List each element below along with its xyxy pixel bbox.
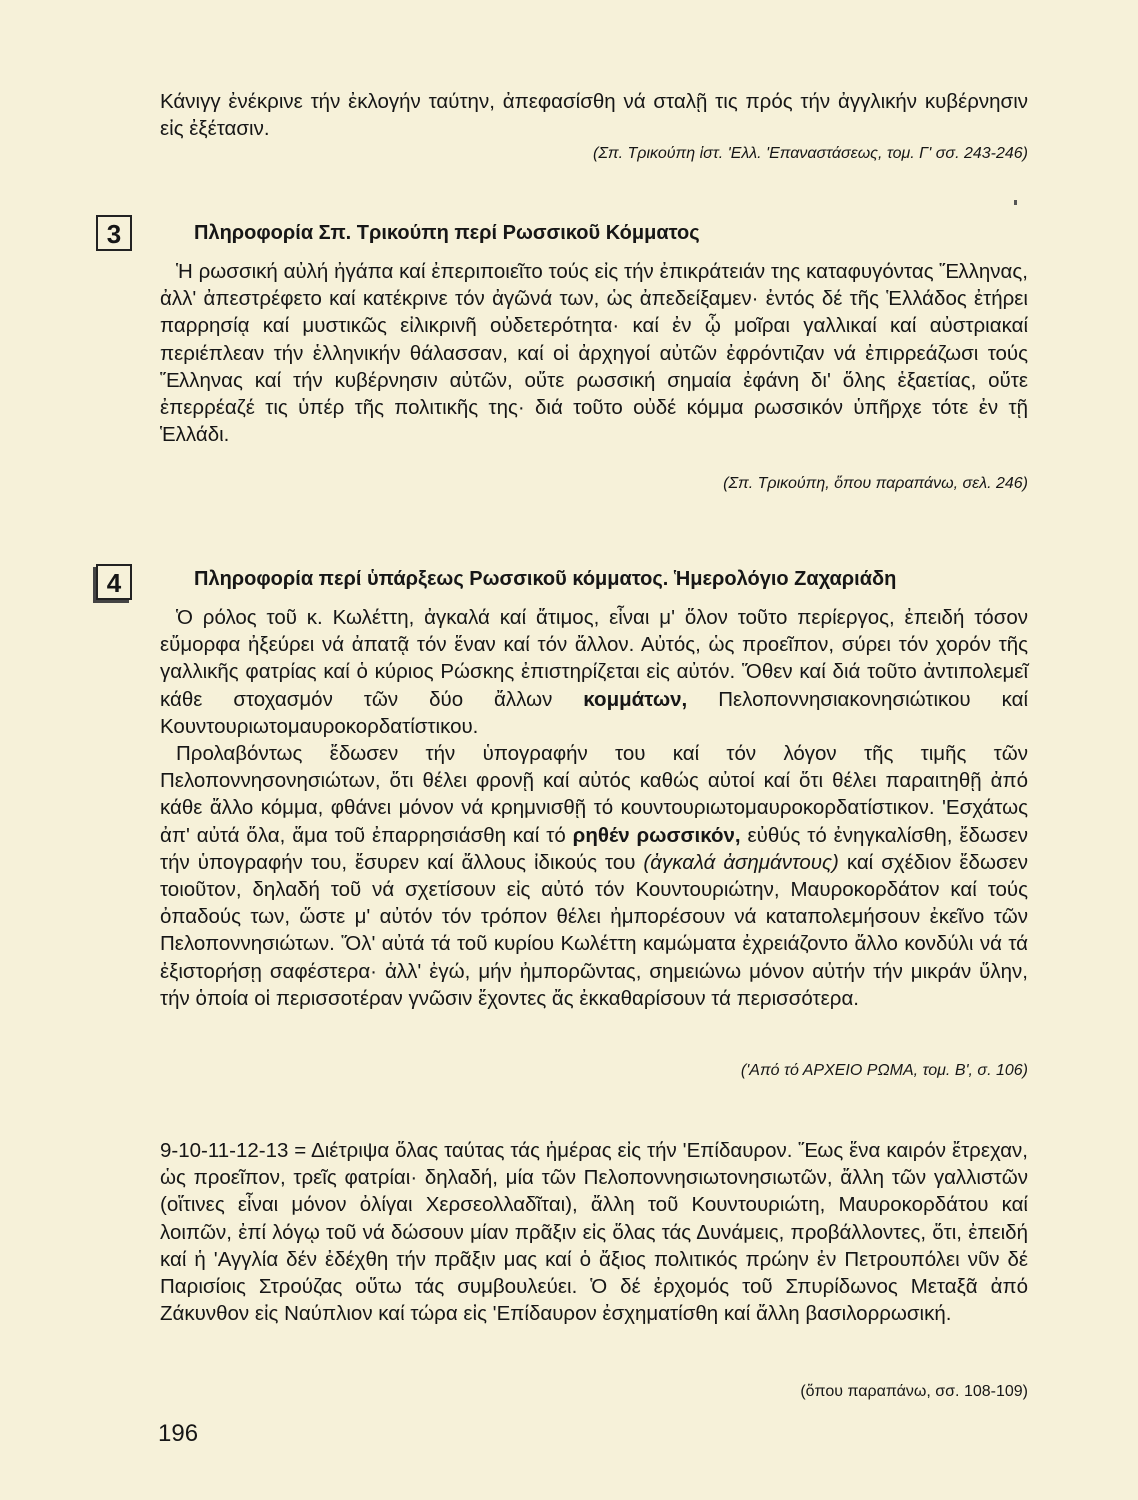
section-3-paragraph: Ἡ ρωσσική αὐλή ἠγάπα καί ἐπεριποιεῖτο τούς εἰς τήν ἐπικράτειάν της καταφυγόντας Ἕλληνας, ἀλλ' ἀπεστρέφετο καί κατέκρινε τόν ἀγῶνά των, ὡς ἀπεδείξαμεν· ἐντός δέ τῆς Ἑλλάδος ἐτήρει παρρησίᾳ καί μυστικῶς εἰλικρινῆ οὐδετερότητα· καί ἐν ᾧ μοῖραι γαλλικαί καί αὐστριακαί περιέπλεαν τήν ἑλληνικήν θάλασσαν, καί οἱ ἀρχηγοί αὐτῶν ἐφρόντιζαν νά ἐπιρρεάζωσι τούς Ἕλληνας καί τήν κυβέρνησιν αὐτῶν, οὔτε ρωσσική σημαία ἐφάνη δι' ὅλης ἑξαετίας, οὔτε ἐπερρέαζέ τις ὑπέρ τῆς πολιτικῆς της· διά τοῦτο οὐδέ κόμμα ρωσσικόν ὑπῆρχε τότε ἐν τῇ Ἑλλάδι. — [160, 260, 1028, 447]
speck-mark — [1014, 200, 1017, 205]
bold-term: κομμάτων, — [583, 687, 688, 711]
section-4-paragraph-2: Προλαβόντως ἔδωσεν τήν ὑπογραφήν του καί τόν λόγον τῆς τιμῆς τῶν Πελοποννησονησιώτων, ὅτι θέλει φρονῇ καί αὐτός καθώς αὐτοί καί ὅτι θέλει παραιτηθῇ ἀπό κάθε ἄλλο κόμμα, φθάνει μόνον νά κρημνισθῇ τό κουντουριωτομαυροκορδατίστικον. 'Εσχάτως ἀπ' αὐτά ὅλα, ἅμα τοῦ ἐπαρρησιάσθη καί τό ρηθέν ρωσσικόν, εὐθύς τό ἐνηγκαλίσθη, ἔδωσεν τήν ὑπογραφήν του, ἔσυρεν καί ἄλλους ἰδικούς του (ἀγκαλά ἀσημάντους) καί σχέδιον ἔδωσεν τοιοῦτον, δηλαδή τοῦ νά σχετίσουν εἰς αὐτό τόν Κουντουριώτην, Μαυροκορδάτον καί τούς ὀπαδούς των, ὥστε μ' αὐτόν τόν τρόπον θέλει ἠμπορέσουν νά καταπολεμήσουν ἐκεῖνο τῶν Πελοποννησιώτων. Ὅλ' αὐτά τά τοῦ κυρίου Κωλέττη καμώματα ἐχρειάζοντο ἄλλο κονδύλι νά τά ἐξιστορήσῃ σαφέστερα· ἀλλ' ἐγώ, μήν ἠμπορῶντας, σημειώνω μόνον αὐτήν τήν μικράν ὕλην, τήν ὁποία οἱ περισσοτέραν γνῶσιν ἔχοντες ἄς ἐκκαθαρίσουν τά περισσότερα. — [160, 742, 1028, 1010]
section-4-heading: Πληροφορία περί ὑπάρξεως Ρωσσικοῦ κόμματος. Ἡμερολόγιο Ζαχαριάδη — [194, 568, 897, 590]
page-number: 196 — [158, 1420, 199, 1447]
bold-term: ρηθέν ρωσσικόν, — [572, 823, 741, 847]
section-4-citation: ('Από τό ΑΡΧΕΙΟ ΡΩΜΑ, τομ. Β', σ. 106) — [740, 1062, 1028, 1079]
section-3-heading: Πληροφορία Σπ. Τρικούπη περί Ρωσσικοῦ Κόμματος — [194, 222, 700, 244]
section-4-number-box: 4 — [96, 564, 132, 600]
section-3-number-box: 3 — [96, 215, 132, 251]
diary-entry-citation: (ὅπου παραπάνω, σσ. 108-109) — [800, 1383, 1028, 1400]
intro-citation: (Σπ. Τρικούπη ἱστ. 'Ελλ. 'Επαναστάσεως, τομ. Γ' σσ. 243-246) — [593, 145, 1028, 162]
section-3-citation: (Σπ. Τρικούπη, ὅπου παραπάνω, σελ. 246) — [723, 475, 1028, 492]
italic-phrase: (ἀγκαλά ἀσημάντους) — [643, 850, 839, 874]
section-4-paragraph-1: Ὁ ρόλος τοῦ κ. Κωλέττη, ἀγκαλά καί ἄτιμος, εἶναι μ' ὅλον τοῦτο περίεργος, ἐπειδή τόσον εὔμορφα ἠξεύρει νά ἀπατᾷ τόν ἕναν καί τόν ἄλλον. Αὐτός, ὡς προεῖπον, σύρει τόν χορόν τῆς γαλλικῆς φατρίας καί ὁ κύριος Ρώσκης ἐπιστηρίζεται εἰς αὐτόν. Ὅθεν καί διά τοῦτο ἀντιπολεμεῖ κάθε στοχασμόν τῶν δύο ἄλλων κομμάτων, Πελοποννησιακονησιώτικου καί Κουντουριωτομαυροκορδατίστικου. — [160, 606, 1028, 738]
diary-entry-paragraph: 9-10-11-12-13 = Διέτριψα ὅλας ταύτας τάς ἡμέρας εἰς τήν 'Επίδαυρον. Ἕως ἕνα καιρόν ἔτρεχαν, ὡς προεῖπον, τρεῖς φατρίαι· δηλαδή, μία τῶν Πελοποννησιωτονησιωτῶν, ἄλλη τῶν γαλλιστῶν (οἵτινες εἶναι μόνον ὀλίγαι Χερσεολλαδῖται), ἄλλη τοῦ Κουντουριώτη, Μαυροκορδάτου καί λοιπῶν, ἐπί λόγῳ τοῦ νά δώσουν μίαν πρᾶξιν εἰς ὅλας τάς Δυνάμεις, προβάλλοντες, ὅτι, ἐπειδή καί ἡ 'Αγγλία δέν ἐδέχθη τήν πρᾶξιν μας καί ὁ ἄξιος πολιτικός πρώην ἐν Πετρουπόλει νῦν δέ Παρισίοις Στρούζας οὕτω τάς συμβουλεύει. Ὁ δέ ἐρχομός τοῦ Σπυρίδωνος Μεταξᾶ ἀπό Ζάκυνθον εἰς Ναύπλιον καί τώρα εἰς 'Επίδαυρον ἐσχηματίσθη καί ἄλλη βασιλορρωσική. — [160, 1139, 1028, 1326]
intro-paragraph: Κάνιγγ ἐνέκρινε τήν ἐκλογήν ταύτην, ἀπεφασίσθη νά σταλῇ τις πρός τήν ἀγγλικήν κυβέρνησιν εἰς ἐξέτασιν. — [160, 90, 1028, 141]
section-4-body — [160, 604, 1028, 1012]
